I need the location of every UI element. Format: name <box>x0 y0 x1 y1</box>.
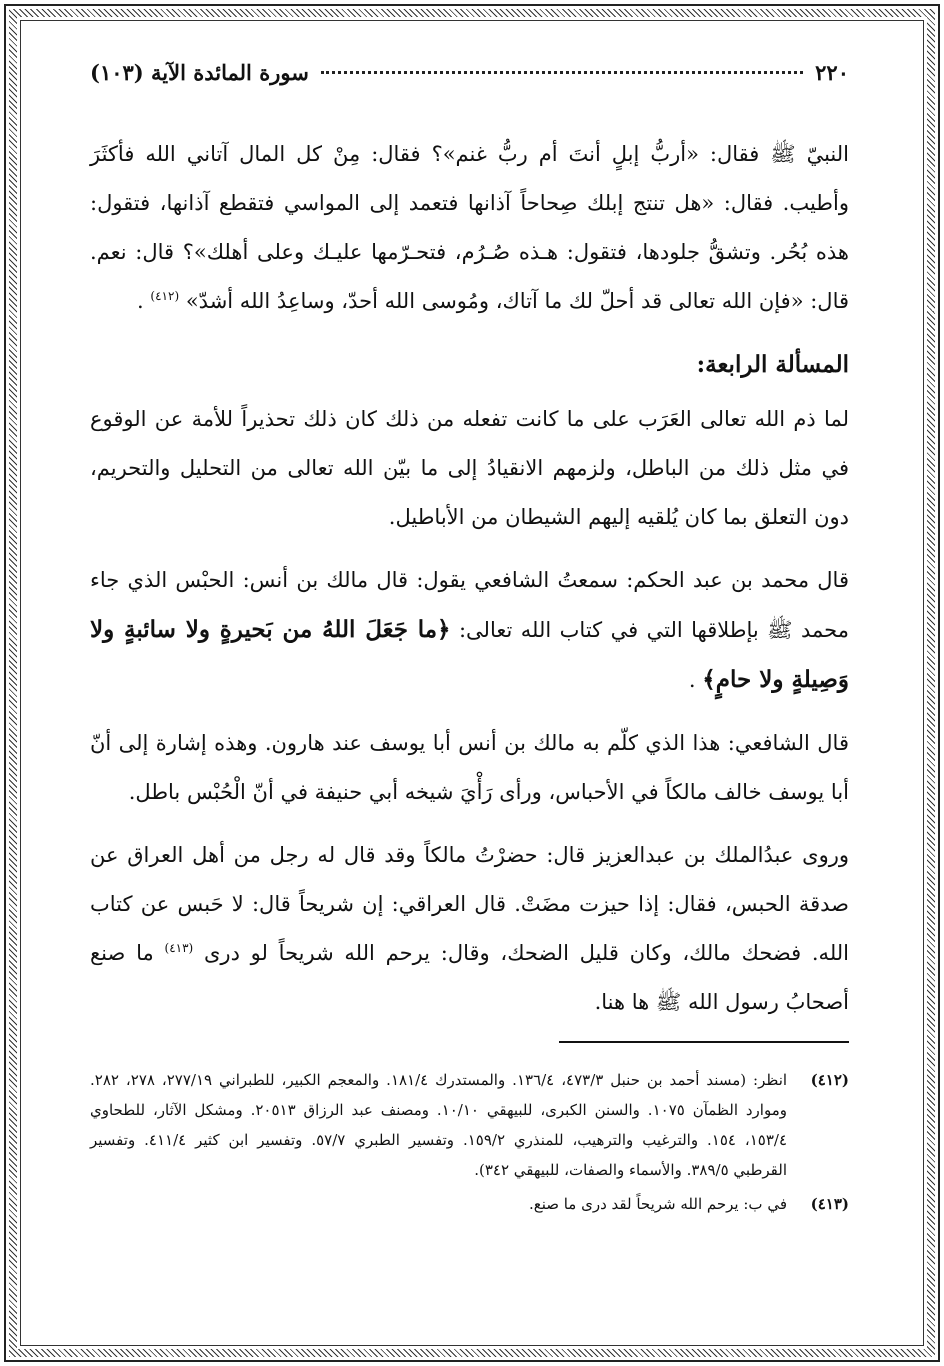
footnotes <box>90 1065 849 1219</box>
footnote-412 <box>90 1065 849 1185</box>
footnote-413 <box>90 1189 849 1219</box>
paragraph-2: لما ذم الله تعالى العَرَب على ما كانت تفعله من ذلك كان ذلك تحذيراً للأمة عن الوقوع في مثل ذلك من الباطل، ولزمهم الانقيادُ إلى ما بيّن الله تعالى من التحليل والتحريم، دون التعلق بما كان يُلقيه إليهم الشيطان من الأباطيل. <box>90 407 849 529</box>
running-head <box>90 60 849 96</box>
paragraph-5-after: ما صنع أصحابُ رسول الله ﷺ ها هنا. <box>90 941 849 1014</box>
page-number: ٢٢٠ <box>815 60 849 85</box>
footnote-number: (٤١٣) <box>810 1195 849 1213</box>
paragraph-1-end: . <box>137 289 144 313</box>
paragraph-5 <box>90 831 849 1027</box>
paragraph-4: قال الشافعي: هذا الذي كلّم به مالك بن أنس أبا يوسف عند هارون. وهذه إشارة إلى أنّ أبا يوسف خالف مالكاً في الأحباس، ورأى رَأْيَ شيخه أبي حنيفة في أنّ الْحُبْس باطل. <box>90 731 849 804</box>
quran-verse: ﴿ما جَعَلَ اللهُ من بَحيرةٍ ولا سائبةٍ ولا وَصِيلةٍ ولا حامٍ﴾ <box>90 616 849 693</box>
running-title: سورة المائدة الآية (١٠٣) <box>90 60 309 85</box>
paragraph-3-end: . <box>688 668 696 692</box>
footnote-separator <box>559 1041 849 1043</box>
page-content <box>90 60 849 1326</box>
main-text <box>90 130 849 1027</box>
footnote-ref-412[interactable]: (٤١٢) <box>150 289 180 303</box>
footnote-ref-413[interactable]: (٤١٣) <box>164 941 194 955</box>
footnote-number: (٤١٢) <box>810 1071 849 1089</box>
section-heading: المسألة الرابعة: <box>696 351 849 378</box>
footnote-text: في ب: يرحم الله شريحاً لقد درى ما صنع. <box>528 1195 787 1213</box>
paragraph-3-text: قال محمد بن عبد الحكم: سمعتُ الشافعي يقول: قال مالك بن أنس: الحبْس الذي جاء محمد ﷺ بإطلاقها التي في كتاب الله تعالى: <box>90 568 849 642</box>
leader-dots <box>321 71 803 74</box>
paragraph-5-text: وروى عبدُالملك بن عبدالعزيز قال: حضرْتُ مالكاً وقد قال له رجل من أهل العراق عن صدقة الحبس، فقال: إذا حيزت مضَتْ. قال العراقي: إن شريحاً قال: لا حَبس عن كتاب الله. فضحك مالك، وكان قليل الضحك، وقال: يرحم الله شريحاً لو درى <box>90 843 849 965</box>
paragraph-3 <box>90 556 849 705</box>
paragraph-1-text: النبيّ ﷺ فقال: «أربُّ إبلٍ أنتَ أم ربُّ غنم»؟ فقال: مِنْ كل المال آتاني الله فأكثَرَ وأطيب. فقال: «هل تنتج إبلك صِحاحاً آذانها فتعمد إلى المواسي فتقطع آذانها، فتقول: هذه بُحُر. وتشقُّ جلودها، فتقول: هـذه صُـرُم، فتحـرّمها عليـك وعلى أهلك»؟ قال: نعم. قال: «فإن الله تعالى قد أحلّ لك ما آتاك، ومُوسى الله أحدّ، وساعِدُ الله أشدّ» <box>90 142 849 313</box>
paragraph-1 <box>90 130 849 326</box>
footnote-text: انظر: (مسند أحمد بن حنبل ٤٧٣/٣، ١٣٦/٤. والمستدرك ١٨١/٤. والمعجم الكبير، للطبراني ٢٧٧/١٩، ٢٧٨، ٢٨٢. وموارد الظمآن ١٠٧٥. والسنن الكبرى، للبيهقي ١٠/١٠. ومصنف عبد الرزاق ٢٠٥١٣. ومشكل الآثار، للطحاوي ١٥٣/٤، ١٥٤. والترغيب والترهيب، للمنذري ١٥٩/٢. وتفسير الطبري ٥٧/٧. وتفسير ابن كثير ٤١١/٤. وتفسير القرطبي ٣٨٩/٥. والأسماء والصفات، للبيهقي ٣٤٢). <box>90 1071 788 1179</box>
